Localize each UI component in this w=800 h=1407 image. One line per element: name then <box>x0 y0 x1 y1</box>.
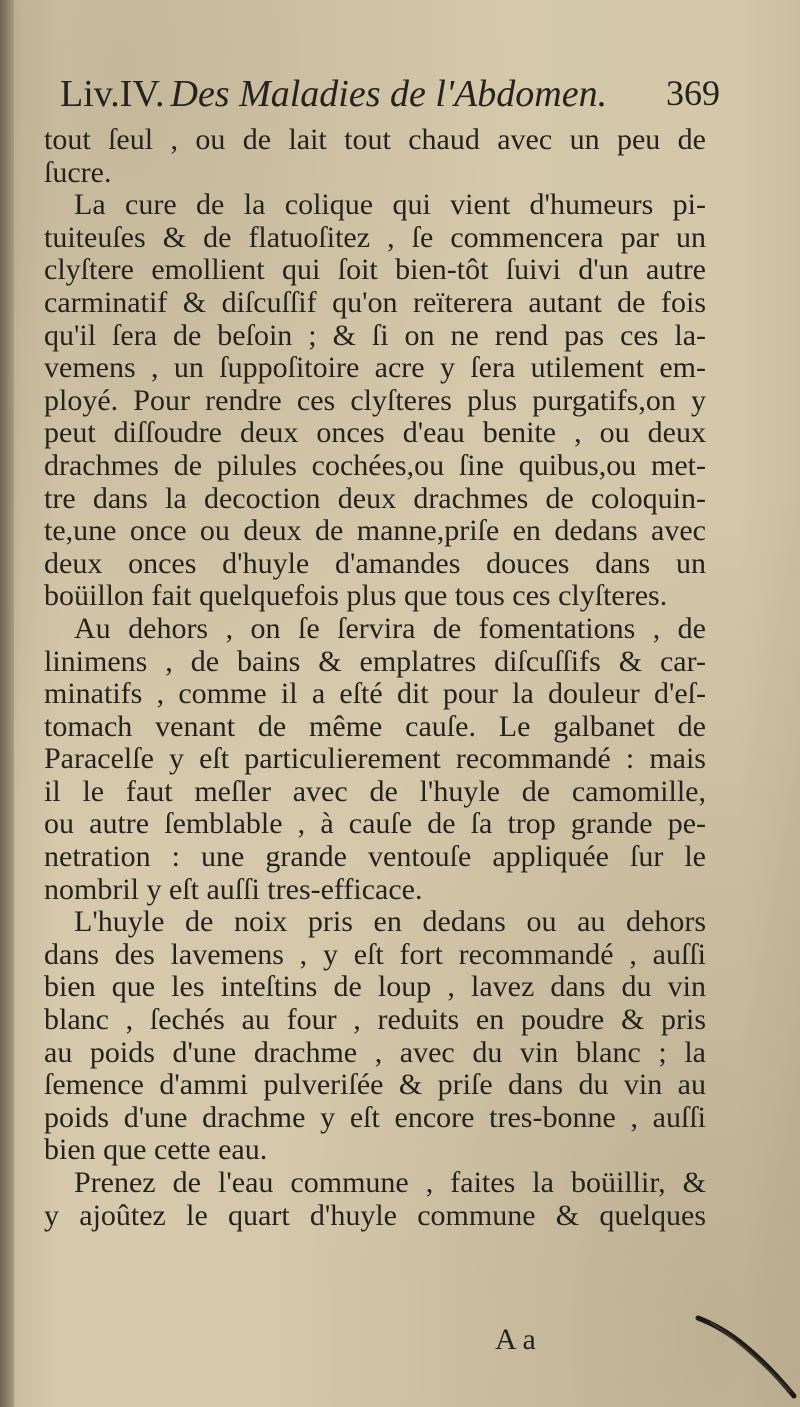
text-line: tuiteuſes & de flatuoſitez , ſe commencera par un <box>44 220 706 254</box>
text-line: ſemence d'ammi pulveriſée & priſe dans du vin au <box>44 1068 706 1102</box>
text-line: bien que cette eau. <box>44 1133 268 1167</box>
chapter-title: Des Maladies de l'Abdomen. <box>170 73 608 115</box>
text-line: qu'il ſera de beſoin ; & ſi on ne rend pas ces la- <box>44 318 706 352</box>
text-line: au poids d'une drachme , avec du vin blanc ; la <box>44 1035 706 1069</box>
text-line: tomach venant de même cauſe. Le galbanet de <box>44 709 706 743</box>
text-line: ou autre ſemblable , à cauſe de ſa trop grande pe- <box>44 807 706 841</box>
text-line: clyſtere emollient qui ſoit bien-tôt ſuivi d'un autre <box>44 253 706 287</box>
text-line: ſucre. <box>44 155 112 189</box>
page-number: 369 <box>666 73 720 113</box>
text-line: linimens , de bains & emplatres diſcuſſifs & car- <box>44 644 706 678</box>
text-line: netration : une grande ventouſe appliquée ſur le <box>44 840 706 874</box>
text-line: ployé. Pour rendre ces clyſteres plus purgatifs,on y <box>44 383 706 417</box>
text-line: Paracelſe y eſt particulierement recommandé : mais <box>44 742 706 776</box>
text-line: il le faut meſler avec de l'huyle de camomille, <box>44 774 706 808</box>
catchword: A a <box>495 1323 536 1356</box>
text-line: tre dans la decoction deux drachmes de coloquin- <box>44 481 706 515</box>
text-line: Au dehors , on ſe ſervira de fomentations , de <box>74 611 706 645</box>
text-line: La cure de la colique qui vient d'humeurs pi- <box>74 188 706 222</box>
text-line: bien que les inteſtins de loup , lavez dans du vin <box>44 970 706 1004</box>
text-line: nombril y eſt auſſi tres-efficace. <box>44 872 423 906</box>
text-line: vemens , un ſuppoſitoire acre y ſera utilement em- <box>44 351 706 385</box>
text-line: Prenez de l'eau commune , faites la boüillir, & <box>74 1166 706 1199</box>
text-line: tout ſeul , ou de lait tout chaud avec un peu de <box>44 123 706 156</box>
text-line: peut diſſoudre deux onces d'eau benite , ou deux <box>44 416 706 450</box>
text-line: dans des lavemens , y eſt fort recommandé , auſſi <box>44 937 706 971</box>
page-binding-gutter <box>0 0 14 1407</box>
text-line: deux onces d'huyle d'amandes douces dans un <box>44 546 706 580</box>
body-text <box>44 124 706 1232</box>
text-line: boüillon fait quelquefois plus que tous ces clyſteres. <box>44 579 668 613</box>
text-line: L'huyle de noix pris en dedans ou au dehors <box>74 905 706 939</box>
text-line: te,une once ou deux de manne,priſe en dedans avec <box>44 514 706 548</box>
text-line: carminatif & diſcuſſif qu'on reïterera autant de fois <box>44 285 706 319</box>
text-line: blanc , ſechés au four , reduits en poudre & pris <box>44 1003 706 1037</box>
running-header <box>60 72 720 122</box>
book-number: Liv.IV. <box>60 73 165 115</box>
text-line: drachmes de pilules cochées,ou ſine quibus,ou met- <box>44 448 706 482</box>
quill-mark-icon <box>690 1300 800 1400</box>
text-line: minatifs , comme il a eſté dit pour la douleur d'eſ- <box>44 677 706 711</box>
text-line: poids d'une drachme y eſt encore tres-bonne , auſſi <box>44 1100 706 1134</box>
text-line: y ajoûtez le quart d'huyle commune & quelques <box>44 1198 706 1232</box>
